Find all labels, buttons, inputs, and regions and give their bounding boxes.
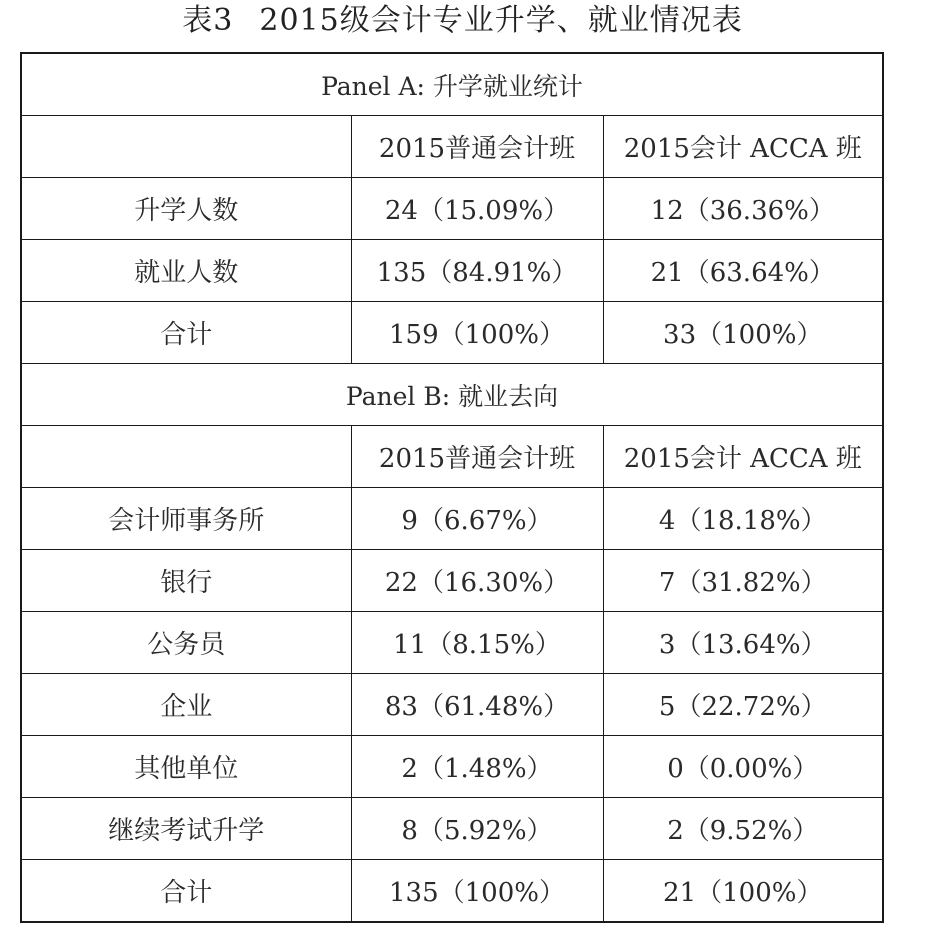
row-label: 就业人数 <box>21 240 351 302</box>
table-row <box>21 612 883 674</box>
cell-regular: 11（8.15%） <box>351 612 603 674</box>
row-label: 升学人数 <box>21 178 351 240</box>
table-row <box>21 240 883 302</box>
panel-b-header-regular-class: 2015普通会计班 <box>351 426 603 488</box>
row-label: 银行 <box>21 550 351 612</box>
table-row <box>21 302 883 364</box>
cell-acca: 4（18.18%） <box>603 488 883 550</box>
table-row <box>21 488 883 550</box>
panel-b-header-empty <box>21 426 351 488</box>
cell-acca: 33（100%） <box>603 302 883 364</box>
row-label: 会计师事务所 <box>21 488 351 550</box>
table-title: 2015级会计专业升学、就业情况表 <box>259 3 743 38</box>
table-row <box>21 674 883 736</box>
row-label: 企业 <box>21 674 351 736</box>
cell-regular: 135（84.91%） <box>351 240 603 302</box>
panel-a-title-row <box>21 53 883 116</box>
panel-b-title-row <box>21 364 883 426</box>
panel-a-header-regular-class: 2015普通会计班 <box>351 116 603 178</box>
panel-a-title: Panel A: 升学就业统计 <box>21 53 883 116</box>
cell-regular: 9（6.67%） <box>351 488 603 550</box>
row-label: 合计 <box>21 860 351 923</box>
cell-acca: 7（31.82%） <box>603 550 883 612</box>
table-number: 表3 <box>182 3 234 38</box>
cell-regular: 22（16.30%） <box>351 550 603 612</box>
cell-acca: 3（13.64%） <box>603 612 883 674</box>
employment-table <box>20 52 884 923</box>
cell-regular: 2（1.48%） <box>351 736 603 798</box>
table-row <box>21 860 883 923</box>
row-label: 继续考试升学 <box>21 798 351 860</box>
cell-regular: 159（100%） <box>351 302 603 364</box>
table-row <box>21 178 883 240</box>
table-row <box>21 798 883 860</box>
cell-acca: 0（0.00%） <box>603 736 883 798</box>
row-label: 公务员 <box>21 612 351 674</box>
panel-b-header-acca-class: 2015会计 ACCA 班 <box>603 426 883 488</box>
row-label: 其他单位 <box>21 736 351 798</box>
cell-regular: 8（5.92%） <box>351 798 603 860</box>
panel-a-header-acca-class: 2015会计 ACCA 班 <box>603 116 883 178</box>
table-row <box>21 550 883 612</box>
cell-regular: 135（100%） <box>351 860 603 923</box>
cell-acca: 5（22.72%） <box>603 674 883 736</box>
table-caption <box>0 0 925 46</box>
cell-acca: 12（36.36%） <box>603 178 883 240</box>
cell-acca: 21（63.64%） <box>603 240 883 302</box>
cell-regular: 83（61.48%） <box>351 674 603 736</box>
panel-b-title: Panel B: 就业去向 <box>21 364 883 426</box>
panel-b-header-row <box>21 426 883 488</box>
cell-regular: 24（15.09%） <box>351 178 603 240</box>
row-label: 合计 <box>21 302 351 364</box>
table-row <box>21 736 883 798</box>
cell-acca: 21（100%） <box>603 860 883 923</box>
panel-a-header-empty <box>21 116 351 178</box>
panel-a-header-row <box>21 116 883 178</box>
cell-acca: 2（9.52%） <box>603 798 883 860</box>
